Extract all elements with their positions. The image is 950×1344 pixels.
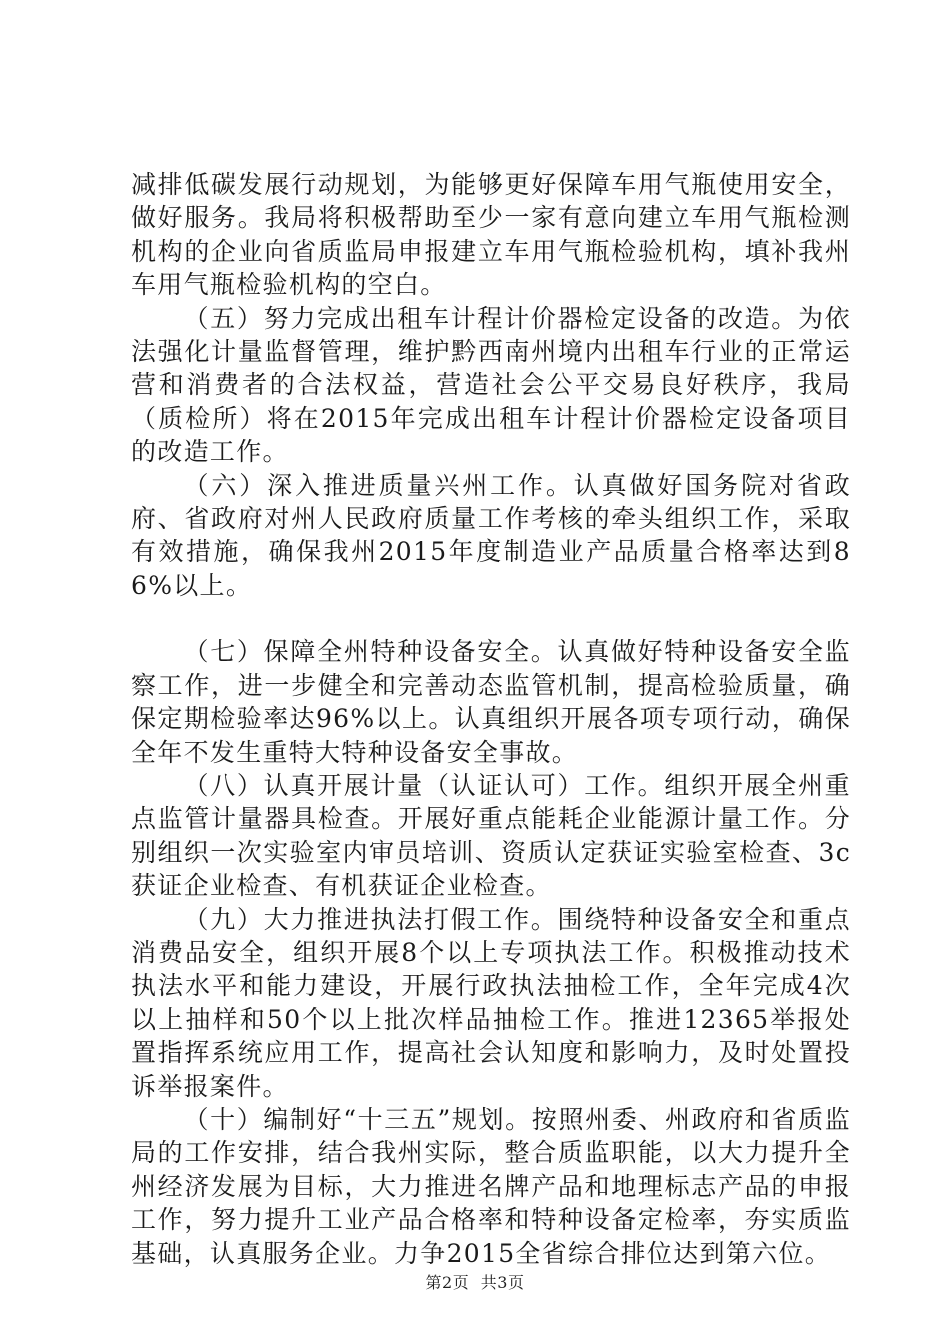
paragraph-item-6: （六）深入推进质量兴州工作。认真做好国务院对省政府、省政府对州人民政府质量工作考核的牵头组织工作，采取有效措施，确保我州2015年度制造业产品质量合格率达到86%以上。 xyxy=(131,470,851,600)
page-footer xyxy=(0,1270,950,1293)
paragraph-item-10: （十）编制好“十三五”规划。按照州委、州政府和省质监局的工作安排，结合我州实际，整合质监职能，以大力提升全州经济发展为目标，大力推进名牌产品和地理标志产品的申报工作，努力提升工业产品合格率和特种设备定检率，夯实质监基础，认真服务企业。力争2015全省综合排位达到第六位。 xyxy=(131,1104,851,1268)
paragraph-spacer xyxy=(131,602,851,635)
paragraph-item-9: （九）大力推进执法打假工作。围绕特种设备安全和重点消费品安全，组织开展8个以上专项执法工作。积极推动技术执法水平和能力建设，开展行政执法抽检工作，全年完成4次以上抽样和50个以上批次样品抽检工作。推进12365举报处置指挥系统应用工作，提高社会认知度和影响力，及时处置投诉举报案件。 xyxy=(131,904,851,1101)
paragraph-continuation: 减排低碳发展行动规划，为能够更好保障车用气瓶使用安全，做好服务。我局将积极帮助至少一家有意向建立车用气瓶检测机构的企业向省质监局申报建立车用气瓶检验机构，填补我州车用气瓶检验机构的空白。 xyxy=(131,170,851,300)
document-body xyxy=(131,168,851,1270)
paragraph-item-5: （五）努力完成出租车计程计价器检定设备的改造。为依法强化计量监督管理，维护黔西南州境内出租车行业的正常运营和消费者的合法权益，营造社会公平交易良好秩序，我局（质检所）将在2015年完成出租车计程计价器检定设备项目的改造工作。 xyxy=(131,303,851,467)
page-number: 第2页 xyxy=(425,1273,470,1292)
page-total: 共3页 xyxy=(480,1273,525,1292)
paragraph-item-7: （七）保障全州特种设备安全。认真做好特种设备安全监察工作，进一步健全和完善动态监管机制，提高检验质量，确保定期检验率达96%以上。认真组织开展各项专项行动，确保全年不发生重特大特种设备安全事故。 xyxy=(131,637,851,767)
paragraph-item-8: （八）认真开展计量（认证认可）工作。组织开展全州重点监管计量器具检查。开展好重点能耗企业能源计量工作。分别组织一次实验室内审员培训、资质认定获证实验室检查、3c获证企业检查、有机获证企业检查。 xyxy=(131,770,851,901)
